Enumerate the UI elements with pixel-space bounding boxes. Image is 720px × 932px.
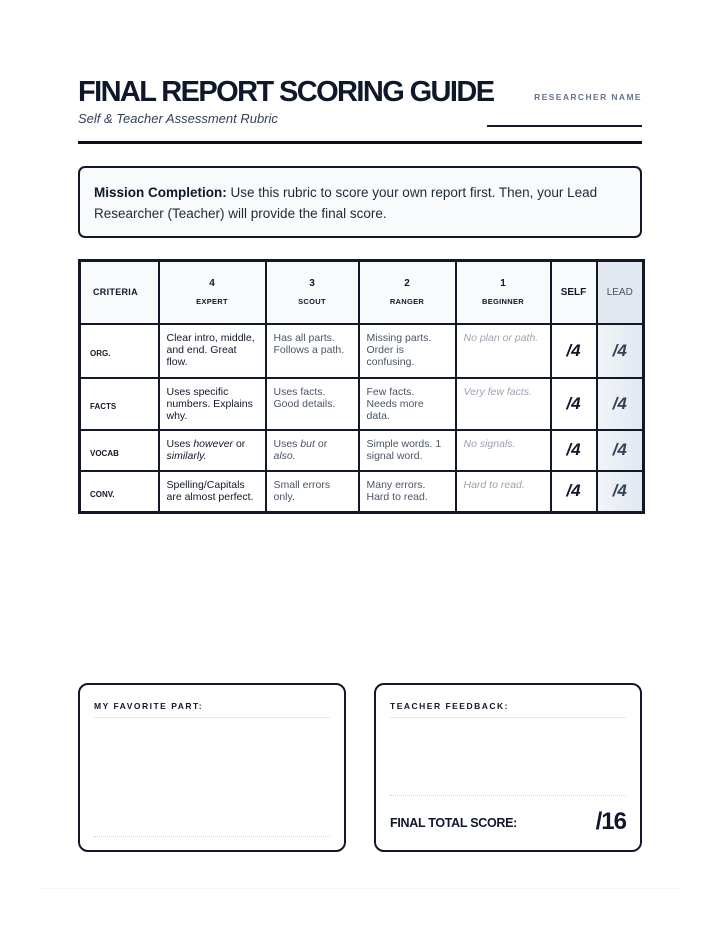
favorite-part-label: MY FAVORITE PART: [94,701,204,711]
level-1-cell: No plan or path. [456,324,551,378]
level-number: 3 [309,278,315,290]
level-name: SCOUT [298,297,326,307]
level-name: BEGINNER [482,297,524,307]
page-subtitle: Self & Teacher Assessment Rubric [78,111,278,126]
row-label: CONV. [80,471,159,513]
row-label: ORG. [80,324,159,378]
self-score-cell[interactable]: /4 [551,430,597,471]
teacher-feedback-writing-line [390,795,626,796]
lead-header: LEAD [597,261,644,324]
cell-emphasis: however [193,437,234,450]
level-header-expert [159,261,266,324]
cell-emphasis: also. [273,449,296,462]
level-2-cell: Many errors. Hard to read. [359,471,456,513]
level-3-cell [266,430,359,471]
level-number: 4 [209,278,215,290]
level-4-cell: Clear intro, middle, and end. Great flow. [159,324,266,378]
row-label: FACTS [80,378,159,430]
rubric-row-org [80,324,644,378]
favorite-part-box[interactable] [78,683,346,852]
rubric-row-facts [80,378,644,430]
level-4-cell: Spelling/Capitals are almost perfect. [159,471,266,513]
self-header: SELF [551,261,597,324]
researcher-name-label: RESEARCHER NAME [534,92,642,102]
teacher-feedback-box[interactable] [374,683,642,852]
level-name: EXPERT [196,297,228,307]
favorite-part-writing-line [94,836,330,837]
cell-text: or [314,437,328,450]
cell-text: Uses [166,437,194,450]
level-1-cell: No signals. [456,430,551,471]
level-1-cell: Hard to read. [456,471,551,513]
lead-score-cell[interactable]: /4 [597,378,644,430]
lead-score-cell[interactable]: /4 [597,324,644,378]
level-3-cell: Uses facts. Good details. [266,378,359,430]
teacher-feedback-divider [390,717,626,718]
final-total-score-label: FINAL TOTAL SCORE: [390,816,518,830]
lead-score-cell[interactable]: /4 [597,430,644,471]
header-divider [78,141,642,144]
teacher-feedback-label: TEACHER FEEDBACK: [390,701,509,711]
level-header-ranger [359,261,456,324]
favorite-part-divider [94,717,330,718]
rubric-row-vocab [80,430,644,471]
footer-divider [40,888,680,889]
page-title: FINAL REPORT SCORING GUIDE [78,76,494,108]
level-3-cell: Small errors only. [266,471,359,513]
level-1-cell: Very few facts. [456,378,551,430]
cell-text: or [233,437,246,450]
level-number: 1 [500,278,506,290]
mission-box [78,166,642,238]
level-4-cell [159,430,266,471]
final-total-score-value[interactable]: /16 [595,808,626,835]
level-2-cell: Few facts. Needs more data. [359,378,456,430]
mission-text: Use this rubric to score your own report first. Then, your Lead Researcher (Teacher) will provide the final score. [94,185,598,221]
criteria-header: CRITERIA [80,261,159,324]
level-4-cell: Uses specific numbers. Explains why. [159,378,266,430]
row-label: VOCAB [80,430,159,471]
level-name: RANGER [389,297,425,307]
level-header-scout [266,261,359,324]
cell-text: Uses [273,437,301,450]
level-2-cell: Missing parts. Order is confusing. [359,324,456,378]
rubric-header-row [80,261,644,324]
level-number: 2 [404,278,410,290]
rubric-table [78,259,645,514]
level-3-cell: Has all parts. Follows a path. [266,324,359,378]
researcher-name-field[interactable] [487,125,642,127]
self-score-cell[interactable]: /4 [551,471,597,513]
mission-label: Mission Completion: [94,185,227,200]
cell-emphasis: but [300,437,315,450]
self-score-cell[interactable]: /4 [551,324,597,378]
lead-score-cell[interactable]: /4 [597,471,644,513]
level-2-cell: Simple words. 1 signal word. [359,430,456,471]
rubric-row-conv [80,471,644,513]
self-score-cell[interactable]: /4 [551,378,597,430]
level-header-beginner [456,261,551,324]
cell-emphasis: similarly. [166,449,207,462]
